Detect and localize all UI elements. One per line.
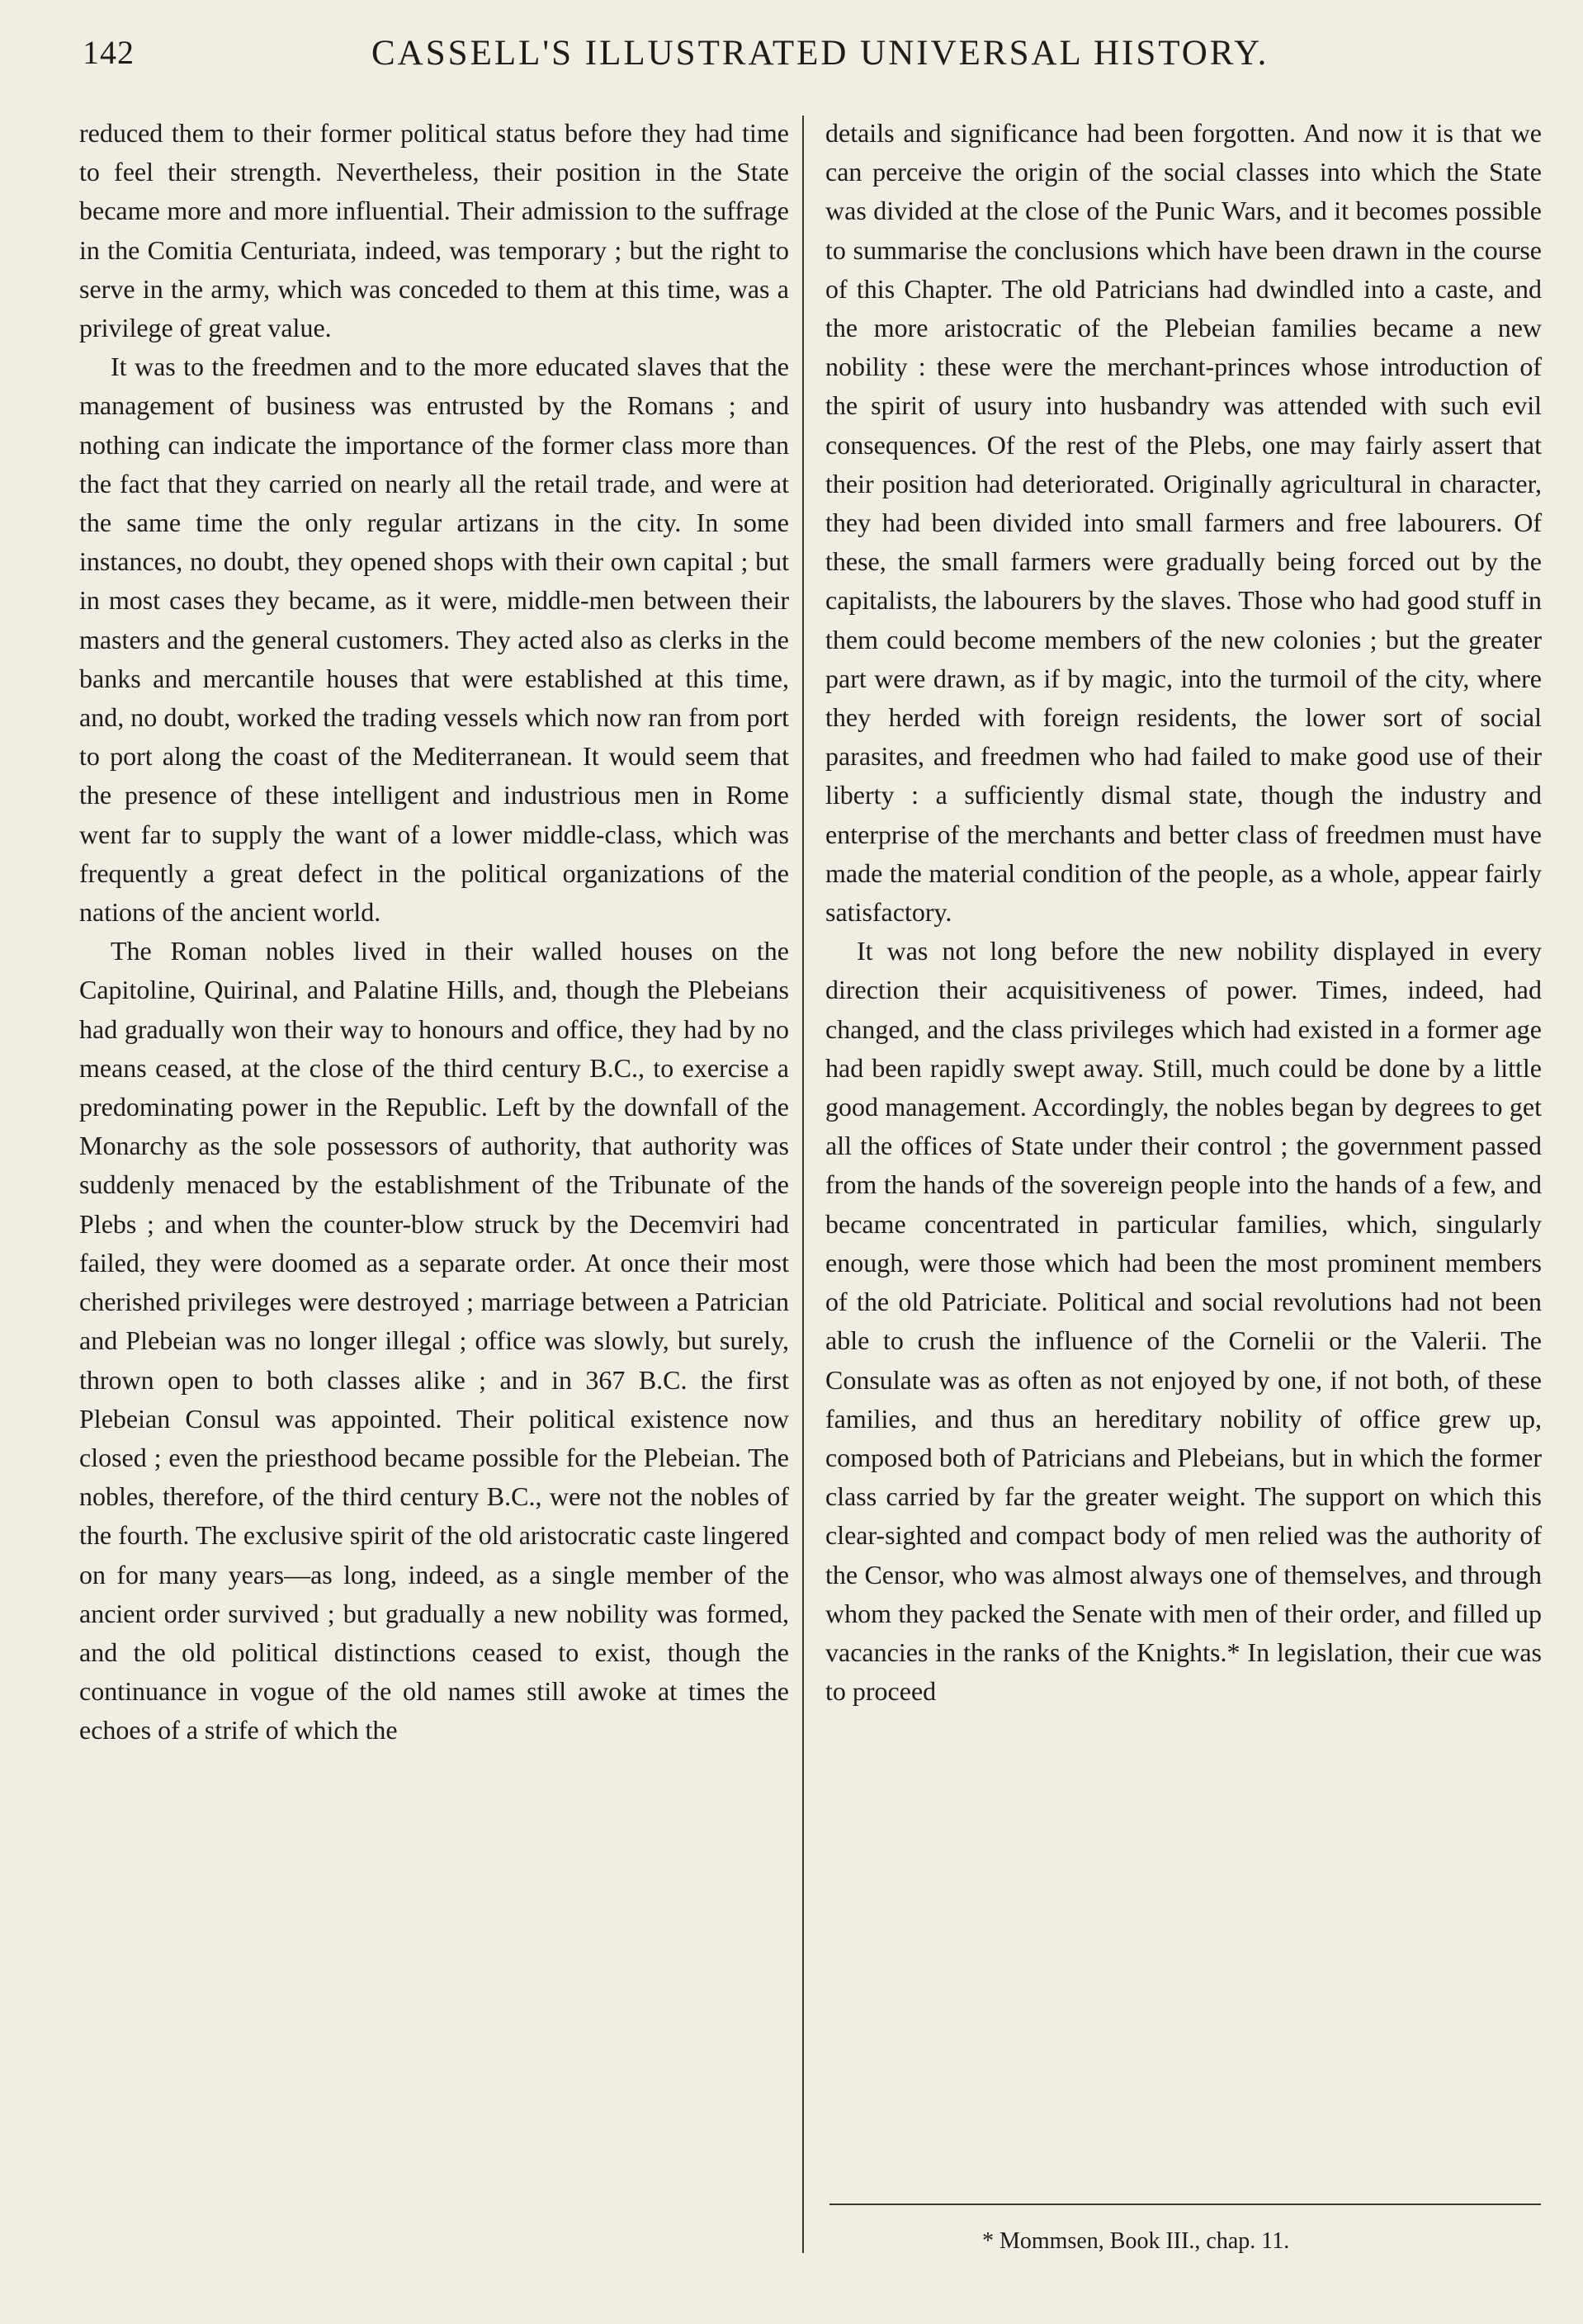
- left-paragraph-1: reduced them to their former political status before they had time to feel their strength. Nevertheless, their position in the State became more and more influential. Their admission to the suffrage in the Comitia Centuriata, indeed, was temporary ; but the right to serve in the army, which was conceded to them at this time, was a privilege of great value.: [79, 118, 789, 343]
- footnote-divider: [829, 2204, 1541, 2205]
- footnote: * Mommsen, Book III., chap. 11.: [982, 2228, 1290, 2254]
- running-title: CASSELL'S ILLUSTRATED UNIVERSAL HISTORY.: [371, 34, 1269, 73]
- right-column: [825, 114, 1542, 1711]
- right-paragraph-2: It was not long before the new nobility displayed in every direction their acquisitiveness of power. Times, indeed, had changed, and the class privileges which had existed in a former age had been rapidly swept away. Still, much could be done by a little good management. Accordingly, the nobles began by degrees to get all the offices of State under their control ; the government passed from the hands of the sovereign people into the hands of a few, and became concentrated in particular families, which, singularly enough, were those which had been the most prominent members of the old Patriciate. Political and social revolutions had not been able to crush the influence of the Cornelii or the Valerii. The Consulate was as often as not enjoyed by one, if not both, of these families, and thus an hereditary nobility of office grew up, composed both of Patricians and Plebeians, but in which the former class carried by far the greater weight. The support on which this clear-sighted and compact body of men relied was the authority of the Censor, who was almost always one of themselves, and through whom they packed the Senate with men of their order, and filled up vacancies in the ranks of the Knights.* In legislation, their cue was to proceed: [825, 936, 1542, 1707]
- left-paragraph-3: The Roman nobles lived in their walled houses on the Capitoline, Quirinal, and Palatine Hills, and, though the Plebeians had gradually won their way to honours and office, they had by no means ceased, at the close of the third century B.C., to exercise a predominating power in the Republic. Left by the downfall of the Monarchy as the sole possessors of authority, that authority was suddenly menaced by the establishment of the Tribunate of the Plebs ; and when the counter-blow struck by the Decemviri had failed, they were doomed as a separate order. At once their most cherished privileges were destroyed ; marriage between a Patrician and Plebeian was no longer illegal ; office was slowly, but surely, thrown open to both classes alike ; and in 367 B.C. the first Plebeian Consul was appointed. Their political existence now closed ; even the priesthood became possible for the Plebeian. The nobles, therefore, of the third century B.C., were not the nobles of the fourth. The exclusive spirit of the old aristocratic caste lingered on for many years—as long, indeed, as a single member of the ancient order survived ; but gradually a new nobility was formed, and the old political distinctions ceased to exist, though the continuance in vogue of the old names still awoke at times the echoes of a strife of which the: [79, 936, 789, 1745]
- left-paragraph-2: It was to the freedmen and to the more educated slaves that the management of business was entrusted by the Romans ; and nothing can indicate the importance of the former class more than the fact that they carried on nearly all the retail trade, and were at the same time the only regular artizans in the city. In some instances, no doubt, they opened shops with their own capital ; but in most cases they became, as it were, middle-men between their masters and the general customers. They acted also as clerks in the banks and mercantile houses that were established at this time, and, no doubt, worked the trading vessels which now ran from port to port along the coast of the Mediterranean. It would seem that the presence of these intelligent and industrious men in Rome went far to supply the want of a lower middle-class, which was frequently a great defect in the political organizations of the nations of the ancient world.: [79, 352, 789, 928]
- page-header: [83, 33, 1269, 83]
- right-paragraph-1: details and significance had been forgotten. And now it is that we can perceive the origin of the social classes into which the State was divided at the close of the Punic Wars, and it becomes possible to summarise the conclusions which have been drawn in the course of this Chapter. The old Patricians had dwindled into a caste, and the more aristocratic of the Plebeian families became a new nobility : these were the merchant-princes whose introduction of the spirit of usury into husbandry was attended with such evil consequences. Of the rest of the Plebs, one may fairly assert that their position had deteriorated. Originally agricultural in character, they had been divided into small farmers and free labourers. Of these, the small farmers were gradually being forced out by the capitalists, the labourers by the slaves. Those who had good stuff in them could become members of the new colonies ; but the greater part were drawn, as if by magic, into the turmoil of the city, where they herded with foreign residents, the lower sort of social parasites, and freedmen who had failed to make good use of their liberty : a sufficiently dismal state, though the industry and enterprise of the merchants and better class of freedmen must have made the material condition of the people, as a whole, appear fairly satisfactory.: [825, 118, 1542, 928]
- left-column: [79, 114, 789, 1750]
- page-number: 142: [83, 34, 135, 71]
- column-divider: [802, 116, 804, 2253]
